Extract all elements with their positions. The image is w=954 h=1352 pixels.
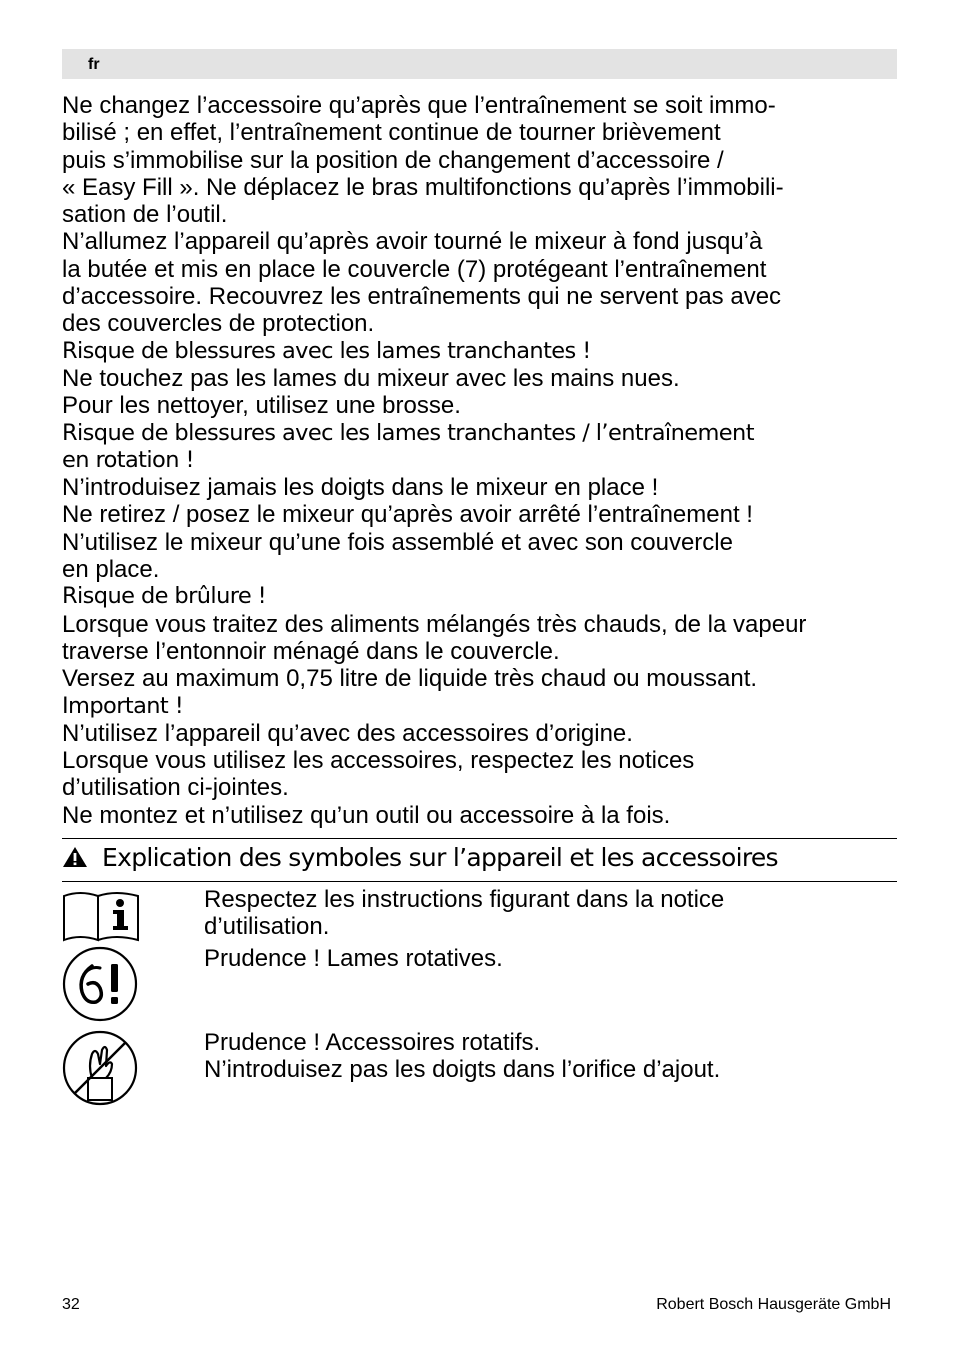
symbols-section-title [62, 843, 778, 874]
body-line: des couvercles de protection. [62, 310, 375, 338]
body-line: traverse l’entonnoir ménagé dans le couvercle. [62, 637, 560, 665]
instruction-manual-icon [62, 888, 140, 949]
body-line: N’allumez l’appareil qu’après avoir tourné le mixeur à fond jusqu’à [62, 228, 763, 256]
warning-heading: en rotation ! [62, 446, 194, 473]
warning-triangle-icon [62, 845, 88, 874]
warning-heading: Risque de brûlure ! [62, 583, 267, 610]
warning-heading: Risque de blessures avec les lames tranchantes / l’entraînement [62, 419, 754, 446]
body-line: Ne montez et n’utilisez qu’un outil ou accessoire à la fois. [62, 801, 671, 829]
body-line: puis s’immobilise sur la position de changement d’accessoire / [62, 146, 724, 174]
body-line: N’introduisez jamais les doigts dans le mixeur en place ! [62, 474, 659, 502]
warning-heading: Important ! [62, 692, 184, 719]
warning-heading: Risque de blessures avec les lames tranchantes ! [62, 337, 591, 364]
body-line: « Easy Fill ». Ne déplacez le bras multifonctions qu’après l’immobili- [62, 173, 784, 201]
body-line: N’utilisez le mixeur qu’une fois assemblé et avec son couvercle [62, 528, 733, 556]
symbol-line: Prudence ! Lames rotatives. [204, 945, 503, 972]
safety-instructions-body [62, 92, 902, 829]
body-line: d’utilisation ci-jointes. [62, 774, 289, 802]
symbol-text-blades [204, 945, 503, 972]
body-line: N’utilisez l’appareil qu’avec des accessoires d’origine. [62, 719, 633, 747]
body-line: d’accessoire. Recouvrez les entraînements qui ne servent pas avec [62, 283, 782, 311]
rotating-blades-warning-icon [62, 946, 140, 1029]
language-header-bar [62, 49, 897, 79]
no-hand-in-opening-icon [62, 1030, 140, 1113]
body-line: Lorsque vous utilisez les accessoires, respectez les notices [62, 747, 695, 775]
section-bottom-rule [62, 881, 897, 882]
body-line: Ne changez l’accessoire qu’après que l’entraînement se soit immo- [62, 92, 776, 119]
body-line: la butée et mis en place le couvercle (7) protégeant l’entraînement [62, 255, 767, 283]
body-line: Lorsque vous traitez des aliments mélangés très chauds, de la vapeur [62, 610, 807, 638]
body-line: Ne touchez pas les lames du mixeur avec les mains nues. [62, 364, 680, 392]
symbol-text-instructions [204, 886, 724, 941]
language-code: fr [88, 56, 100, 73]
symbol-line: Respectez les instructions figurant dans la notice [204, 886, 725, 913]
symbol-line: Prudence ! Accessoires rotatifs. [204, 1029, 541, 1056]
body-line: Pour les nettoyer, utilisez une brosse. [62, 392, 461, 420]
symbol-line: N’introduisez pas les doigts dans l’orifice d’ajout. [204, 1056, 721, 1084]
body-line: Versez au maximum 0,75 litre de liquide très chaud ou moussant. [62, 665, 758, 693]
footer-company: Robert Bosch Hausgeräte GmbH [656, 1296, 891, 1313]
body-line: sation de l’outil. [62, 201, 228, 229]
page-number: 32 [62, 1296, 80, 1313]
symbols-section-title-text: Explication des symboles sur l’appareil et les accessoires [102, 843, 778, 872]
symbol-line: d’utilisation. [204, 913, 330, 941]
body-line: en place. [62, 556, 160, 584]
symbol-text-rotating-accessories [204, 1029, 720, 1084]
section-top-rule [62, 838, 897, 839]
body-line: bilisé ; en effet, l’entraînement continue de tourner brièvement [62, 119, 721, 147]
body-line: Ne retirez / posez le mixeur qu’après avoir arrêté l’entraînement ! [62, 501, 753, 529]
